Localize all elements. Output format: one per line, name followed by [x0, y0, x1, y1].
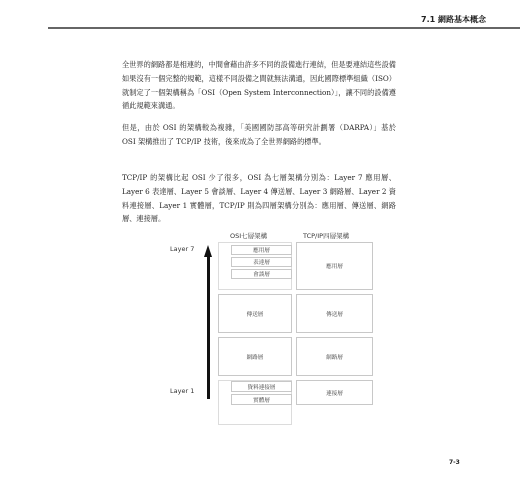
osi-layer-application: 應用層	[231, 245, 292, 255]
tcp-column-title: TCP/IP四層架構	[303, 232, 350, 240]
osi-layer-datalink: 資料連接層	[231, 381, 292, 392]
paragraph-2: 但是，由於 OSI 的架構較為複雜，「美國國防部高等研究計劃署（DARPA）」基於 OSI 架構推出了 TCP/IP 技術，後來成為了全世界網路的標準。	[122, 123, 396, 146]
paragraph-1: 全世界的網路都是相連的，中間會藉由許多不同的設備進行連結，但是要連結這些設備如果沒有一個完整的規範，這樣不同設備之間就無法溝通，因此國際標準組織（ISO）就制定了一個架構稱為「OSI（Open System Interconnection）」，讓不同的設備遵循此規範來溝通。	[122, 60, 396, 111]
osi-layer-transport: 傳送層	[218, 294, 292, 333]
layer-7-label: Layer 7	[170, 245, 195, 253]
tcp-layer-transport: 傳送層	[296, 294, 373, 333]
arrow-shaft	[207, 256, 210, 399]
layer-1-label: Layer 1	[170, 387, 195, 395]
tcp-layer-link: 連接層	[296, 380, 373, 405]
header-rule	[48, 27, 520, 29]
section-title: 7.1 網路基本概念	[421, 15, 486, 24]
paragraph-3: TCP/IP 的架構比起 OSI 少了很多，OSI 為七層架構分別為：Layer 7 應用層、Layer 6 表達層、Layer 5 會談層、Layer 4 傳送層、Layer 3 網路層、Layer 2 資料連接層、Layer 1 實體層，TCP/IP 則為四層架構分別為：應用層、傳送層、網路層、連接層。	[122, 173, 396, 224]
tcp-layer-network: 網路層	[296, 337, 373, 376]
osi-column-title: OSI七層架構	[230, 232, 268, 240]
osi-tcp-diagram	[170, 231, 390, 411]
osi-layer-network: 網路層	[218, 337, 292, 376]
osi-layer-session: 會談層	[231, 269, 292, 279]
osi-layer-physical: 實體層	[231, 394, 292, 405]
page-number: 7-3	[449, 459, 460, 466]
osi-layer-presentation: 表達層	[231, 257, 292, 267]
page-header	[0, 0, 520, 44]
tcp-layer-application: 應用層	[296, 242, 373, 290]
